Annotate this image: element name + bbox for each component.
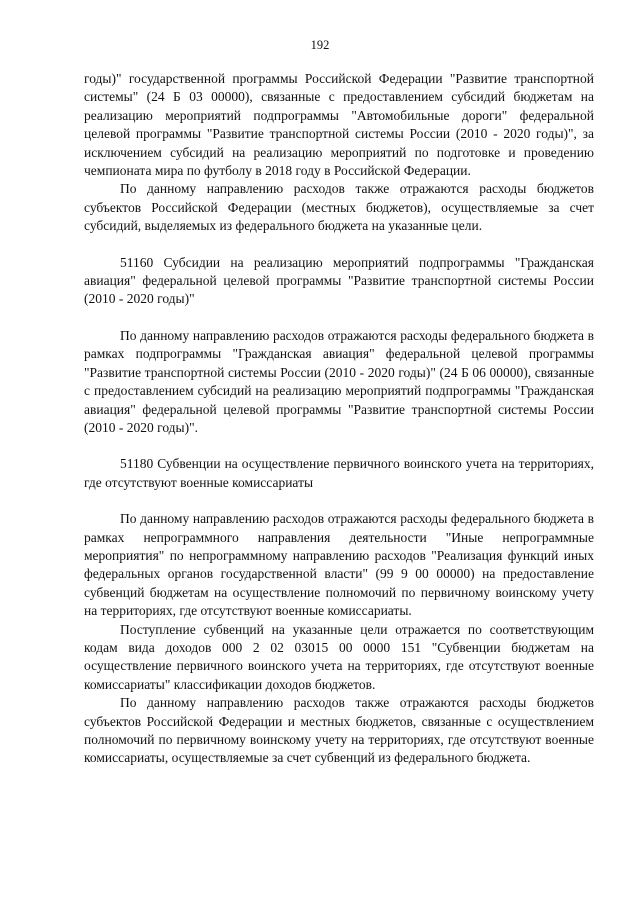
paragraph-51180-regional-budgets: По данному направлению расходов также отражаются расходы бюджетов субъектов Российской Федерации и местных бюджетов, связанные с осуществлением полномочий по первичному воинскому учету на территориях, где отсутствуют военные комиссариаты, осуществляемые за счет субвенций из федерального бюджета. [84, 695, 594, 766]
heading-51180: 51180 Субвенции на осуществление первичного воинского учета на территориях, где отсутствуют военные комиссариаты [84, 456, 594, 490]
paragraph-51180-description: По данному направлению расходов отражаются расходы федерального бюджета в рамках непрограммного направления деятельности "Иные непрограммные мероприятия" по непрограммному направлению расходов "Реализация функций иных федеральных органов государственной власти" (99 9 00 00000) на предоставление субвенций бюджетам на осуществление полномочий по первичному воинскому учету на территориях, где отсутствуют военные комиссариаты. [84, 511, 594, 619]
paragraph-51180-income-codes: Поступление субвенций на указанные цели отражается по соответствующим кодам вида доходов 000 2 02 03015 00 0000 151 "Субвенции бюджетам на осуществление первичного воинского учета на территориях, где отсутствуют военные комиссариаты" классификации доходов бюджетов. [84, 621, 594, 692]
heading-51160: 51160 Субсидии на реализацию мероприятий подпрограммы "Гражданская авиация" федеральной целевой программы "Развитие транспортной системы России (2010 - 2020 годы)" [84, 254, 594, 307]
paragraph-regional-budgets: По данному направлению расходов также отражаются расходы бюджетов субъектов Российской Федерации (местных бюджетов), осуществляемые за счет субсидий, выделяемых из федерального бюджета на указанные цели. [84, 181, 594, 234]
paragraph-continuation: годы)" государственной программы Российской Федерации "Развитие транспортной системы" (24 Б 03 00000), связанные с предоставлением субсидий бюджетам на реализацию мероприятий подпрограммы "Автомобильные дороги" федеральной целевой программы "Развитие транспортной системы России (2010 - 2020 годы)", за исключением субсидий на реализацию мероприятий по подготовке и проведению чемпионата мира по футболу в 2018 году в Российской Федерации. [84, 71, 594, 179]
document-body [84, 70, 594, 768]
paragraph-51160-description: По данному направлению расходов отражаются расходы федерального бюджета в рамках подпрограммы "Гражданская авиация" федеральной целевой программы "Развитие транспортной системы России (2010 - 2020 годы)" (24 Б 06 00000), связанные с предоставлением субсидий на реализацию мероприятий подпрограммы "Гражданская авиация" федеральной целевой программы "Развитие транспортной системы России (2010 - 2020 годы)". [84, 327, 594, 435]
page-number: 192 [310, 38, 330, 52]
